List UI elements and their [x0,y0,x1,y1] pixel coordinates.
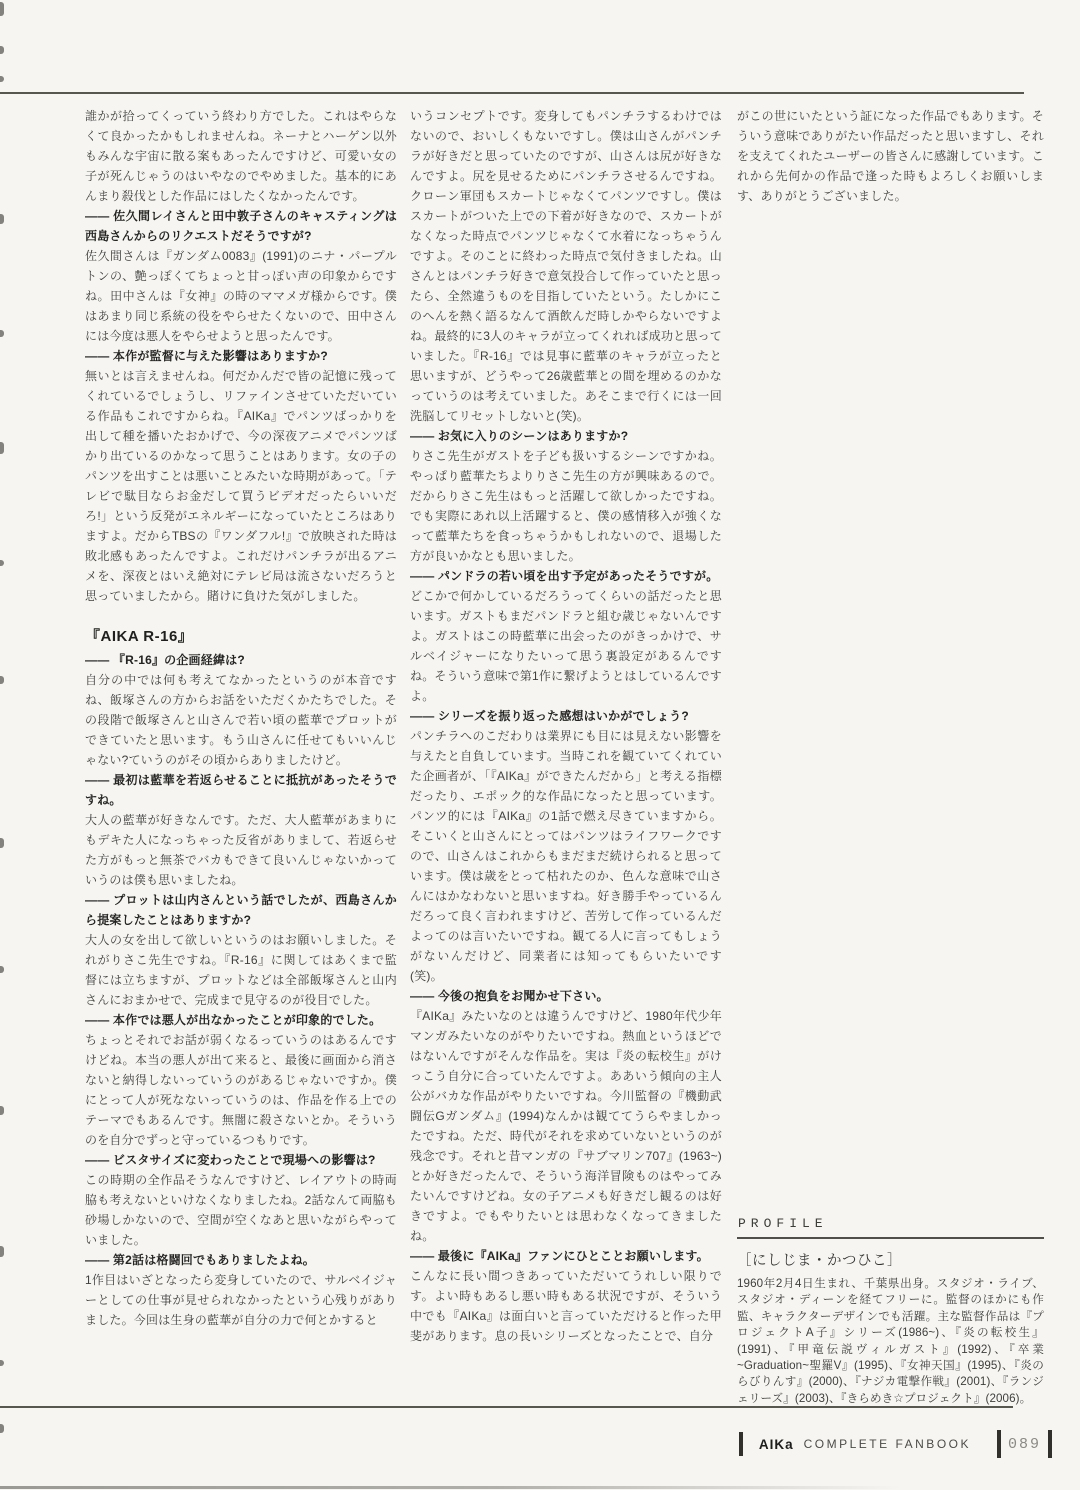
page-footer [739,1429,1052,1459]
profile-rule [737,1237,1044,1239]
gutter-mark [0,330,4,337]
answer-paragraph: こんなに長い間つきあっていただいてうれしい限りです。よい時もあるし悪い時もある状況ですが、そういう中でも『AIKa』は面白いと言っていただけると作った甲斐があります。息の長いシリーズとなったことで、自分 [410,1269,722,1343]
section-heading-aika-r16: 『AIKA R-16』 [85,628,194,645]
answer-paragraph: りさこ先生がガストを子ども扱いするシーンですかね。やっぱり藍華たちよりりさこ先生の方が興味あるので。だからりさこ先生はもっと活躍して欲しかったですね。でも実際にあれ以上活躍すると、僕の感情移入が強くなって藍華たちを食っちゃうかもしれないので、退場した方が良いかなとも思いました。 [410,449,722,563]
answer-paragraph: 佐久間さんは『ガンダム0083』(1991)のニナ・パープルトンの、艶っぽくてちょっと甘っぽい声の印象からですね。田中さんは『女神』の時のママメガ様からです。僕はあまり同じ系統の役をやらせたくないので、田中さんには今度は悪人をやらせようと思ったんです。 [85,249,397,343]
footer-brand: AIKa [758,1436,794,1452]
interview-question: ―― 第2話は格闘回でもありましたよね。 [85,1253,316,1267]
answer-paragraph: ちょっとそれでお話が弱くなるっていうのはあるんですけどね。本当の悪人が出て来ると、最後に画面から消さないと納得しないっていうのがあるじゃないですか。僕にとって人が死なないっていうのは、作品を作る上でのテーマでもあるんです。無闇に殺さないとか。そういうのを自分でずっと守っているつもりです。 [85,1033,397,1147]
interview-question: ―― 『R-16』の企画経緯は? [85,653,245,667]
answer-paragraph: 『AIKa』みたいなのとは違うんですけど、1980年代少年マンガみたいなのがやりたいですね。熱血というほどではないんですがそんな作品を。実は『炎の転校生』がけっこう自分に合っていたんですよ。ああいう傾向の主人公がバカな作品がやりたいですね。今川監督の『機動武闘伝Gガンダム』(1994)なんかは観ててうらやましかったですね。ただ、時代がそれを求めていないというのが残念です。それと昔マンガの『サブマリン707』(1963~)とか好きだったんで、そういう海洋冒険ものはやってみたいんですけどね。女の子アニメも好きだし観るのは好きですよ。でもやりたいとは思わなくなってきましたね。 [410,1009,722,1243]
answer-paragraph: 無いとは言えませんね。何だかんだで皆の記憶に残ってくれているでしょうし、リファインさせていただいている作品もこれですからね。『AIKa』でパンツばっかりを出して種を播いたおかげで、今の深夜アニメでパンツばかり出ているのかなって思うことはあります。女の子のパンツを出すことは悪いことみたいな時期があって。「テレビで駄目ならお金だして買うビデオだったらいいだろ!」という反発がエネルギーになっていたところはありますよ。だからTBSの『ワンダフル!』で放映された時は敗北感もあったんですよ。これだけパンチラが出るアニメを、深夜とはいえ絶対にテレビ局は流さないだろうと思っていましたから。賭けに負けた気がしました。 [85,369,397,603]
interview-column-1 [85,106,397,1330]
answer-paragraph: 大人の藍華が好きなんです。ただ、大人藍華があまりにもデキた人になっちゃった反省がありまして、若返らせた方がもっと無茶でバカもできて良いんじゃないかっていうのは僕も思いましたね。 [85,813,397,887]
gutter-mark [0,676,4,684]
gutter-mark [0,1424,4,1433]
gutter-mark [0,1106,4,1115]
interview-question: ―― 佐久間レイさんと田中敦子さんのキャスティングは西島さんからのリクエストだそうですが? [85,209,397,243]
profile-body: 1960年2月4日生まれ、千葉県出身。スタジオ・ライブ、スタジオ・ディーンを経てフリーに。監督のほかにも作監、キャラクターデザインでも活躍。主な監督作品は『プロジェクトA子』シリーズ(1986~)、『炎の転校生』(1991)、『甲竜伝説ヴィルガスト』(1992)、『卒業~Graduation~聖羅V』(1995)、『女神天国』(1995)、『炎のらびりんす』(2000)、『ナジカ電撃作戦』(2001)、『ランジェリーズ』(2003)、『きらめき☆プロジェクト』(2006)。 [737,1277,1044,1405]
footer-divider-bar [1048,1430,1052,1458]
profile-section [737,1216,1044,1407]
interview-question: ―― お気に入りのシーンはありますか? [410,429,629,443]
gutter-mark [0,560,4,566]
gutter-mark [0,442,4,454]
answer-paragraph: パンチラへのこだわりは業界にも目には見えない影響を与えたと自負しています。当時これを観ていてくれていた企画者が、「『AIKa』ができたんだから」と考える指標だったり、エポック的な作品になったと思っています。パンツ的には『AIKa』の1話で燃え尽きていますから。そこいくと山さんにとってはパンツはライフワークですので、山さんはこれからもまだまだ続けられると思っています。僕は歳をとって枯れたのか、色んな意味で山さんにはかなわないと思いますね。好き勝手やっているんだろって良く言われますけど、苦労して作っているんだよってのは言いたいですね。観てる人に言ってもしょうがないんだけど、同業者には知ってもらいたいです(笑)。 [410,729,722,983]
page-number: 089 [1007,1435,1041,1453]
answer-paragraph: がこの世にいたという証になった作品でもあります。そういう意味でありがたい作品だったと思いますし、それを支えてくれたユーザーの皆さんに感謝しています。これから先何かの作品で逢った時もよろしくお願いします、ありがとうございました。 [737,109,1044,203]
footer-divider-bar [997,1430,1001,1458]
gutter-mark [0,1360,4,1366]
interview-question: ―― ビスタサイズに変わったことで現場への影響は? [85,1153,376,1167]
gutter-mark [0,76,4,82]
answer-paragraph: 1作目はいざとなったら変身していたので、サルベイジャーとしての仕事が見せられなかったという心残りがありました。今回は生身の藍華が自分の力で何とかすると [85,1273,397,1327]
footer-subtitle: COMPLETE FANBOOK [803,1437,971,1451]
top-rule [0,92,1024,94]
answer-paragraph: 誰かが拾ってくっていう終わり方でした。これはやらなくて良かったかもしれませんね。ネーナとハーゲン以外もみんな宇宙に散る案もあったんですけど、可愛い女の子が死んじゃうのはいやなのでやめました。基本的にあんまり殺伐とした作品にはしたくなかったんです。 [85,109,397,203]
gutter-mark [0,2,4,16]
answer-paragraph: いうコンセプトです。変身してもパンチラするわけではないので、おいしくもないですし。僕は山さんがパンチラが好きだと思っていたのですが、山さんは尻が好きなんですよ。尻を見せるためにパンチラさせるんですね。クローン軍団もスカートじゃなくてパンツですし。僕はスカートがついた上での下着が好きなので、スカートがなくなった時点でパンツじゃなくて水着になっちゃうんですよ。そのことに終わった時点で気付きましたね。山さんとはパンチラ好きで意気投合して作っていたと思ったら、全然違うものを目指していたという。たしかにこのへんを熱く語るなんて酒飲んだ時しかやらないですよね。最終的に3人のキャラが立ってくれれば成功と思っていました。『R-16』では見事に藍華のキャラが立ったと思いますが、どうやって26歳藍華との間を埋めるのかなっていうのは考えていました。あそこまで行くには一回洗脳してリセットしないと(笑)。 [410,109,722,423]
answer-paragraph: どこかで何かしているだろうってくらいの話だったと思います。ガストもまだパンドラと組む歳じゃないんですよ。ガストはこの時藍華に出会ったのがきっかけで、サルベイジャーになりたいって思う裏設定があるんですね。そういう意味で第1作に繋げようとはしているんですよ。 [410,589,722,703]
answer-paragraph: 大人の女を出して欲しいというのはお願いしました。それがりさこ先生ですね。『R-16』に関してはあくまで監督には立ちますが、プロットなどは全部飯塚さんと山内さんにおまかせで、完成まで見守るのが役目でした。 [85,933,397,1007]
answer-paragraph: この時期の全作品そうなんですけど、レイアウトの時両脇も考えないといけなくなりましたね。2話なんて両脇も砂場しかないので、空間が空くなあと思いながらやっていました。 [85,1173,397,1247]
interview-question: ―― パンドラの若い頃を出す予定があったそうですが。 [410,569,719,583]
interview-question: ―― プロットは山内さんという話でしたが、西島さんから提案したことはありますか? [85,893,397,927]
interview-question: ―― 本作では悪人が出なかったことが印象的でした。 [85,1013,382,1027]
profile-heading: PROFILE [738,1216,828,1231]
page-bottom-edge-shadow [0,1486,900,1489]
footer-divider-bar [739,1432,743,1456]
interview-question: ―― 最初は藍華を若返らせることに抵抗があったそうですね。 [85,773,397,807]
interview-column-2 [410,106,722,1346]
gutter-mark [0,1246,4,1257]
gutter-mark [0,966,4,973]
interview-question: ―― シリーズを振り返った感想はいかがでしょう? [410,709,689,723]
profile-name: ［にしじま・かつひこ］ [737,1253,902,1269]
gutter-mark [0,46,4,54]
interview-column-3 [737,106,1044,206]
gutter-mark [0,214,4,224]
interview-question: ―― 最後に『AIKa』ファンにひとことお願いします。 [410,1249,709,1263]
interview-question: ―― 今後の抱負をお聞かせ下さい。 [410,989,609,1003]
gutter-mark [0,838,4,848]
interview-question: ―― 本作が監督に与えた影響はありますか? [85,349,328,363]
answer-paragraph: 自分の中では何も考えてなかったというのが本音ですね、飯塚さんの方からお話をいただくかたちでした。その段階で飯塚さんと山さんで若い頃の藍華でプロットができていたと思います。もう山さんに任せてもいいんじゃない?ていうのがその頃からありましたけど。 [85,673,397,767]
